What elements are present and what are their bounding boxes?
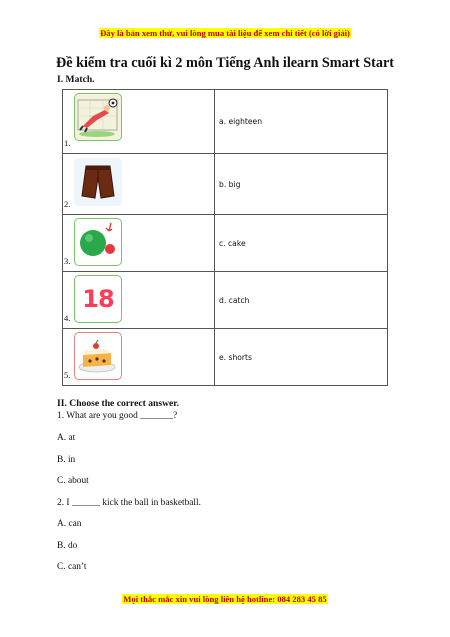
table-row (63, 272, 388, 329)
hotline-text: Mọi thắc mắc xin vui lòng liên hệ hotline: 084 283 45 85 (123, 594, 327, 604)
match-option: c. cake (219, 238, 246, 248)
match-table (62, 89, 388, 386)
preview-notice-banner (0, 28, 450, 38)
row-number: 3. (64, 256, 71, 266)
answer-option: B. do (57, 541, 78, 551)
big-green-ball-and-small-red-ball-icon (74, 218, 122, 266)
preview-notice-text: Đây là bản xem thử, vui lòng mua tài liệu để xem chi tiết (có lời giải) (100, 28, 350, 38)
picture-cell (63, 215, 215, 272)
row-number: 1. (64, 138, 71, 148)
answer-option: C. can’t (57, 562, 87, 572)
picture-cell (63, 154, 215, 215)
answer-option: A. can (57, 519, 82, 529)
question-prompt: 1. What are you good _______? (57, 411, 178, 421)
brown-shorts-icon (74, 158, 122, 206)
question-prompt: 2. I ______ kick the ball in basketball. (57, 498, 201, 508)
option-cell (215, 90, 388, 154)
row-number: 2. (64, 199, 71, 209)
answer-option: B. in (57, 455, 76, 465)
option-cell (215, 272, 388, 329)
option-cell (215, 154, 388, 215)
answer-option: C. about (57, 476, 89, 486)
picture-cell (63, 272, 215, 329)
table-row (63, 329, 388, 386)
option-cell (215, 215, 388, 272)
match-option: a. eighteen (219, 117, 263, 126)
match-option: b. big (219, 179, 241, 189)
table-row (63, 215, 388, 272)
document-title: Đề kiểm tra cuối kì 2 môn Tiếng Anh ilearn Smart Start (55, 55, 394, 71)
picture-cell (63, 329, 215, 386)
match-option: d. catch (219, 295, 250, 305)
table-row (63, 154, 388, 215)
section-heading-choose: II. Choose the correct answer. (57, 398, 180, 409)
soccer-goalkeeper-catching-ball-icon (74, 93, 122, 141)
slice-of-cake-icon (74, 332, 122, 380)
match-option: e. shorts (219, 352, 252, 362)
number-18-icon (74, 275, 122, 323)
section-heading-match: I. Match. (57, 74, 95, 85)
row-number: 4. (64, 313, 71, 323)
hotline-banner (0, 594, 450, 604)
table-row (63, 90, 388, 154)
option-cell (215, 329, 388, 386)
picture-cell (63, 90, 215, 154)
row-number: 5. (64, 370, 71, 380)
answer-option: A. at (57, 433, 76, 443)
number-18-text: 18 (82, 285, 114, 313)
